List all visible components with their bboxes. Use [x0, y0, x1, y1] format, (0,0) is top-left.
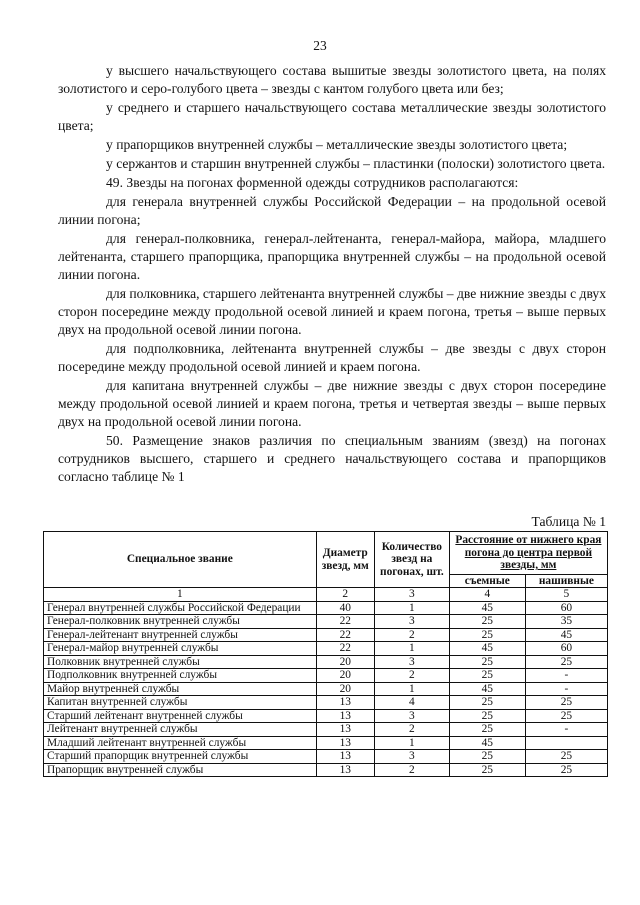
cell-diameter: 20 [316, 655, 374, 669]
cell-diameter: 13 [316, 696, 374, 710]
cell-count: 2 [374, 628, 449, 642]
header-rank: Специальное звание [44, 532, 317, 588]
cell-sewn [525, 736, 607, 750]
cell-sewn: - [525, 682, 607, 696]
cell-removable: 45 [449, 601, 525, 615]
cell-sewn: 25 [525, 696, 607, 710]
header-removable: съемные [449, 574, 525, 588]
table-row [44, 750, 608, 764]
ranks-table [43, 531, 608, 777]
table-body [44, 601, 608, 777]
header-sewn: нашивные [525, 574, 607, 588]
cell-removable: 45 [449, 682, 525, 696]
cell-rank: Старший прапорщик внутренней службы [44, 750, 317, 764]
cell-removable: 25 [449, 628, 525, 642]
cell-count: 3 [374, 655, 449, 669]
cell-sewn: 35 [525, 615, 607, 629]
cell-diameter: 20 [316, 669, 374, 683]
cell-count: 3 [374, 709, 449, 723]
table-row [44, 682, 608, 696]
cell-count: 2 [374, 669, 449, 683]
table-row [44, 709, 608, 723]
paragraph: 49. Звезды на погонах форменной одежды сотрудников располагаются: [106, 175, 519, 190]
cell-count: 2 [374, 723, 449, 737]
cell-rank: Младший лейтенант внутренней службы [44, 736, 317, 750]
cell-rank: Генерал-полковник внутренней службы [44, 615, 317, 629]
table-row [44, 763, 608, 777]
paragraph: у сержантов и старшин внутренней службы – пластинки (полоски) золотистого цвета. [106, 156, 606, 171]
table-row [44, 601, 608, 615]
cell-sewn: 25 [525, 709, 607, 723]
header-count: Количество звезд на погонах, шт. [374, 532, 449, 588]
cell-rank: Полковник внутренней службы [44, 655, 317, 669]
document-body [58, 62, 606, 487]
cell-count: 3 [374, 750, 449, 764]
table-row [44, 696, 608, 710]
paragraph: для полковника, старшего лейтенанта внутренней службы – две нижние звезды с двух сторон посередине между продольной осевой линией и краем погона, третья – выше первых двух на продольной осевой линии погона. [58, 286, 606, 337]
cell-removable: 45 [449, 642, 525, 656]
cell-sewn: - [525, 669, 607, 683]
table-row [44, 736, 608, 750]
column-number: 3 [374, 588, 449, 602]
cell-count: 1 [374, 642, 449, 656]
cell-diameter: 40 [316, 601, 374, 615]
cell-diameter: 20 [316, 682, 374, 696]
cell-removable: 25 [449, 696, 525, 710]
cell-removable: 25 [449, 709, 525, 723]
header-distance [449, 532, 607, 575]
header-distance-text: Расстояние от нижнего края погона до центра первой звезды, мм [455, 534, 602, 571]
cell-count: 4 [374, 696, 449, 710]
page-number: 23 [313, 38, 327, 53]
cell-sewn: 25 [525, 763, 607, 777]
cell-diameter: 13 [316, 723, 374, 737]
cell-rank: Лейтенант внутренней службы [44, 723, 317, 737]
table-row [44, 655, 608, 669]
cell-diameter: 22 [316, 642, 374, 656]
cell-diameter: 13 [316, 709, 374, 723]
cell-removable: 25 [449, 763, 525, 777]
paragraph: для генерала внутренней службы Российской Федерации – на продольной осевой линии погона; [58, 194, 606, 227]
paragraph: у высшего начальствующего состава вышитые звезды золотистого цвета, на полях золотистого и серо-голубого цвета – звезды с кантом голубого цвета или без; [58, 63, 606, 96]
column-number: 4 [449, 588, 525, 602]
cell-sewn: 25 [525, 655, 607, 669]
cell-sewn: - [525, 723, 607, 737]
cell-removable: 45 [449, 736, 525, 750]
cell-removable: 25 [449, 655, 525, 669]
table-row [44, 628, 608, 642]
cell-count: 1 [374, 601, 449, 615]
column-number: 5 [525, 588, 607, 602]
cell-rank: Прапорщик внутренней службы [44, 763, 317, 777]
table-row [44, 615, 608, 629]
cell-rank: Старший лейтенант внутренней службы [44, 709, 317, 723]
paragraph: для генерал-полковника, генерал-лейтенанта, генерал-майора, майора, младшего лейтенанта, старшего прапорщика, прапорщика внутренней службы – на продольной осевой линии погона. [58, 231, 606, 282]
cell-removable: 25 [449, 615, 525, 629]
cell-rank: Генерал-лейтенант внутренней службы [44, 628, 317, 642]
cell-sewn: 25 [525, 750, 607, 764]
cell-removable: 25 [449, 669, 525, 683]
table-caption: Таблица № 1 [531, 514, 606, 529]
paragraph: у среднего и старшего начальствующего состава металлические звезды золотистого цвета; [58, 100, 606, 133]
cell-count: 3 [374, 615, 449, 629]
column-number: 2 [316, 588, 374, 602]
cell-diameter: 22 [316, 628, 374, 642]
cell-diameter: 22 [316, 615, 374, 629]
paragraph: для подполковника, лейтенанта внутренней службы – две звезды с двух сторон посередине между продольной осевой линией и краем погона. [58, 341, 606, 374]
cell-diameter: 13 [316, 736, 374, 750]
paragraph: 50. Размещение знаков различия по специальным званиям (звезд) на погонах сотрудников высшего, старшего и среднего начальствующего состава и прапорщиков согласно таблице № 1 [58, 433, 606, 484]
cell-diameter: 13 [316, 763, 374, 777]
table-row [44, 723, 608, 737]
cell-removable: 25 [449, 750, 525, 764]
cell-count: 2 [374, 763, 449, 777]
cell-diameter: 13 [316, 750, 374, 764]
table-row [44, 669, 608, 683]
paragraph: для капитана внутренней службы – две нижние звезды с двух сторон посередине между продольной осевой линией и краем погона, третья и четвертая звезды – выше первых двух на продольной осевой линии погона. [58, 378, 606, 429]
cell-count: 1 [374, 736, 449, 750]
paragraph: у прапорщиков внутренней службы – металлические звезды золотистого цвета; [106, 137, 568, 152]
cell-rank: Генерал-майор внутренней службы [44, 642, 317, 656]
header-diameter: Диаметр звезд, мм [316, 532, 374, 588]
cell-rank: Майор внутренней службы [44, 682, 317, 696]
cell-sewn: 60 [525, 601, 607, 615]
cell-removable: 25 [449, 723, 525, 737]
table-row [44, 642, 608, 656]
cell-rank: Подполковник внутренней службы [44, 669, 317, 683]
cell-count: 1 [374, 682, 449, 696]
column-number: 1 [44, 588, 317, 602]
cell-sewn: 45 [525, 628, 607, 642]
cell-sewn: 60 [525, 642, 607, 656]
cell-rank: Генерал внутренней службы Российской Федерации [44, 601, 317, 615]
cell-rank: Капитан внутренней службы [44, 696, 317, 710]
